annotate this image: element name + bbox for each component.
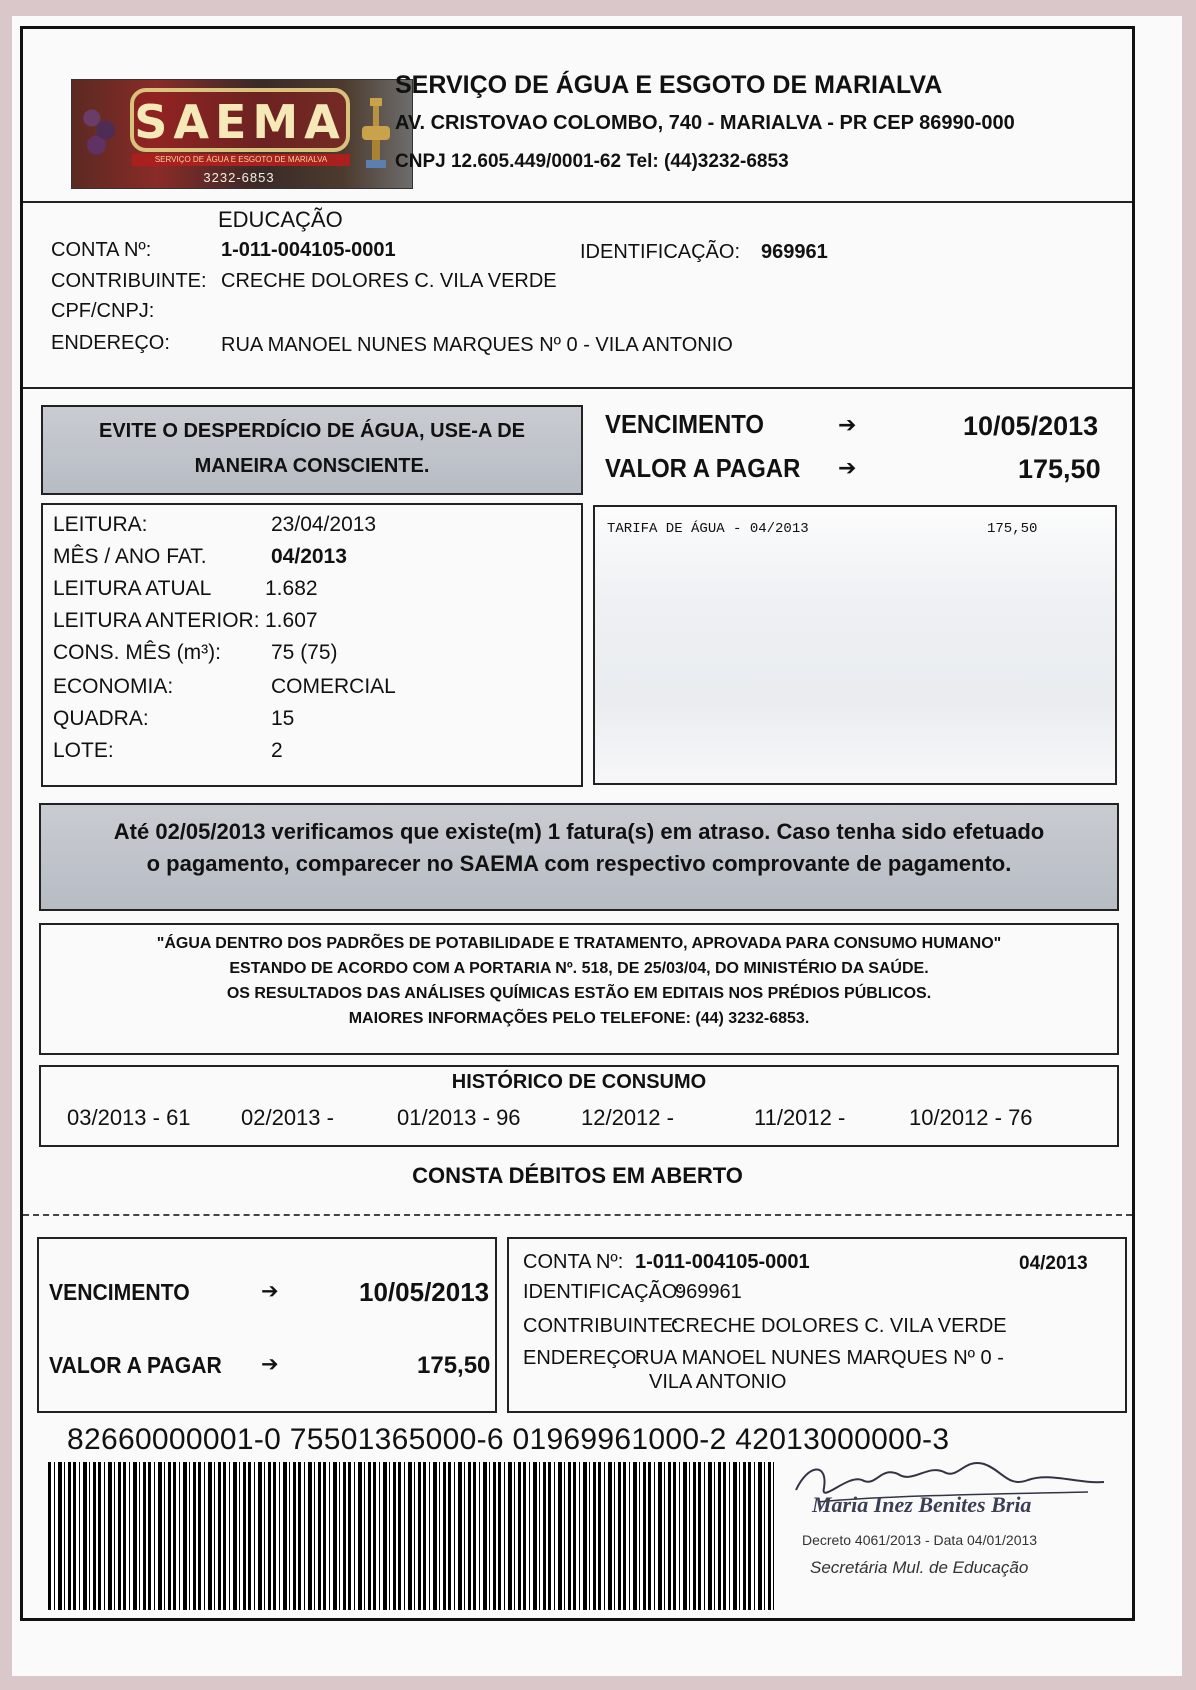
reading-label: MÊS / ANO FAT. [53,545,207,568]
bill-frame [20,26,1135,1621]
arrow-right-icon: ➔ [838,413,857,438]
reading-label: LEITURA ANTERIOR: [53,609,260,632]
customer-category: EDUCAÇÃO [218,207,343,232]
open-debts-notice: CONSTA DÉBITOS EM ABERTO [412,1163,743,1188]
barcode [48,1462,774,1610]
reading-label: CONS. MÊS (m³): [53,641,221,664]
reading-value: 2 [271,739,283,762]
stub-conta-value: 1-011-004105-0001 [635,1251,810,1273]
stub-vencimento-value: 10/05/2013 [359,1277,490,1307]
stub-conta-label: CONTA Nº: [523,1251,624,1273]
arrow-right-icon: ➔ [838,456,857,481]
saema-logo [71,79,413,189]
logo-subtitle: SERVIÇO DE ÁGUA E ESGOTO DE MARIALVA [132,154,350,166]
grapes-icon [78,100,124,160]
reading-box [41,503,583,787]
contribuinte-label: CONTRIBUINTE: [51,270,207,292]
endereco-label: ENDEREÇO: [51,332,170,354]
reading-label: LEITURA: [53,513,148,536]
history-entry: 10/2012 - 76 [909,1105,1033,1130]
arrow-right-icon: ➔ [261,1279,279,1303]
charges-box [593,505,1117,785]
company-cnpj: CNPJ 12.605.449/0001-62 Tel: (44)3232-6853 [395,151,789,172]
consumption-history [39,1065,1119,1147]
barcode-digits: 82660000001-0 75501365000-6 01969961000-2 42013000000-3 [67,1423,950,1456]
vencimento-label: VENCIMENTO [605,409,765,439]
reading-value: 04/2013 [271,545,347,568]
reading-label: LOTE: [53,739,114,762]
stub-identificacao-value: 969961 [675,1281,742,1303]
logo-wordmark: SAEMA [130,88,350,152]
stub-contribuinte-label: CONTRIBUINTE: [523,1315,679,1337]
stub-endereco-value-2: VILA ANTONIO [649,1371,787,1393]
stamp-decree: Decreto 4061/2013 - Data 04/01/2013 [802,1532,1038,1548]
notice-line-2: MANEIRA CONSCIENTE. [194,455,430,477]
vencimento-value: 10/05/2013 [963,411,1099,441]
stub-contribuinte-value: CRECHE DOLORES C. VILA VERDE [671,1315,1007,1337]
notice-line-1: EVITE O DESPERDÍCIO DE ÁGUA, USE-A DE [99,420,525,442]
history-entry: 02/2013 - [241,1105,334,1130]
overdue-notice [39,803,1119,911]
divider [23,387,1132,389]
valor-label: VALOR A PAGAR [605,453,801,483]
reading-value: 1.682 [265,577,318,600]
logo-phone: 3232-6853 [203,170,275,185]
stub-endereco-label: ENDEREÇO: [523,1347,642,1369]
history-entry: 01/2013 - 96 [397,1105,521,1130]
stub-account-box [507,1237,1127,1413]
cpf-label: CPF/CNPJ: [51,300,155,322]
quality-line-3: OS RESULTADOS DAS ANÁLISES QUÍMICAS ESTÃO EM EDITAIS NOS PRÉDIOS PÚBLICOS. [226,985,932,1002]
stub-payment-box [37,1237,497,1413]
valor-value: 175,50 [1018,454,1101,484]
faucet-icon [356,94,396,174]
tear-line [23,1214,1132,1216]
overdue-line-1: Até 02/05/2013 verificamos que existe(m) 1 fatura(s) em atraso. Caso tenha sido efetuado [113,819,1045,844]
charge-item-value: 175,50 [987,521,1038,537]
stub-vencimento-label: VENCIMENTO [49,1279,190,1305]
stub-valor-label: VALOR A PAGAR [49,1352,222,1378]
stub-endereco-value-1: RUA MANOEL NUNES MARQUES Nº 0 - [635,1347,1004,1369]
conta-value: 1-011-004105-0001 [221,239,396,261]
reading-value: 23/04/2013 [271,513,377,536]
reading-value: 75 (75) [271,641,338,664]
stub-identificacao-label: IDENTIFICAÇÃO: [523,1281,684,1303]
water-quality-notice [39,923,1119,1055]
reading-value: COMERCIAL [271,675,396,698]
charge-item-label: TARIFA DE ÁGUA - 04/2013 [607,521,809,537]
identificacao-label: IDENTIFICAÇÃO: [580,241,741,263]
history-entry: 03/2013 - 61 [67,1105,191,1130]
identificacao-value: 969961 [761,241,828,263]
stamp-name: Maria Inez Benites Bria [812,1492,1032,1517]
overdue-line-2: o pagamento, comparecer no SAEMA com respectivo comprovante de pagamento. [146,851,1012,876]
reading-value: 15 [271,707,295,730]
quality-line-2: ESTANDO DE ACORDO COM A PORTARIA Nº. 518, DE 25/03/04, DO MINISTÉRIO DA SAÚDE. [229,960,929,977]
company-address: AV. CRISTOVAO COLOMBO, 740 - MARIALVA - PR CEP 86990-000 [395,112,1015,134]
quality-line-1: "ÁGUA DENTRO DOS PADRÕES DE POTABILIDADE E TRATAMENTO, APROVADA PARA CONSUMO HUMANO" [156,935,1002,952]
stub-period: 04/2013 [1019,1253,1088,1274]
contribuinte-value: CRECHE DOLORES C. VILA VERDE [221,270,557,292]
company-name: SERVIÇO DE ÁGUA E ESGOTO DE MARIALVA [395,71,943,99]
water-saving-notice [41,405,583,495]
divider [23,201,1132,203]
stamp-office: Secretária Mul. de Educação [810,1558,1029,1577]
endereco-value: RUA MANOEL NUNES MARQUES Nº 0 - VILA ANTONIO [221,334,733,356]
history-title: HISTÓRICO DE CONSUMO [451,1071,707,1093]
arrow-right-icon: ➔ [261,1352,279,1376]
reading-label: LEITURA ATUAL [53,577,212,600]
reading-label: QUADRA: [53,707,149,730]
history-entry: 12/2012 - [581,1105,674,1130]
history-entry: 11/2012 - [754,1105,846,1130]
stub-valor-value: 175,50 [417,1352,491,1379]
conta-label: CONTA Nº: [51,239,152,261]
signature-stamp [782,1444,1112,1594]
reading-label: ECONOMIA: [53,675,174,698]
reading-value: 1.607 [265,609,318,632]
quality-line-4: MAIORES INFORMAÇÕES PELO TELEFONE: (44) 3232-6853. [348,1010,810,1027]
